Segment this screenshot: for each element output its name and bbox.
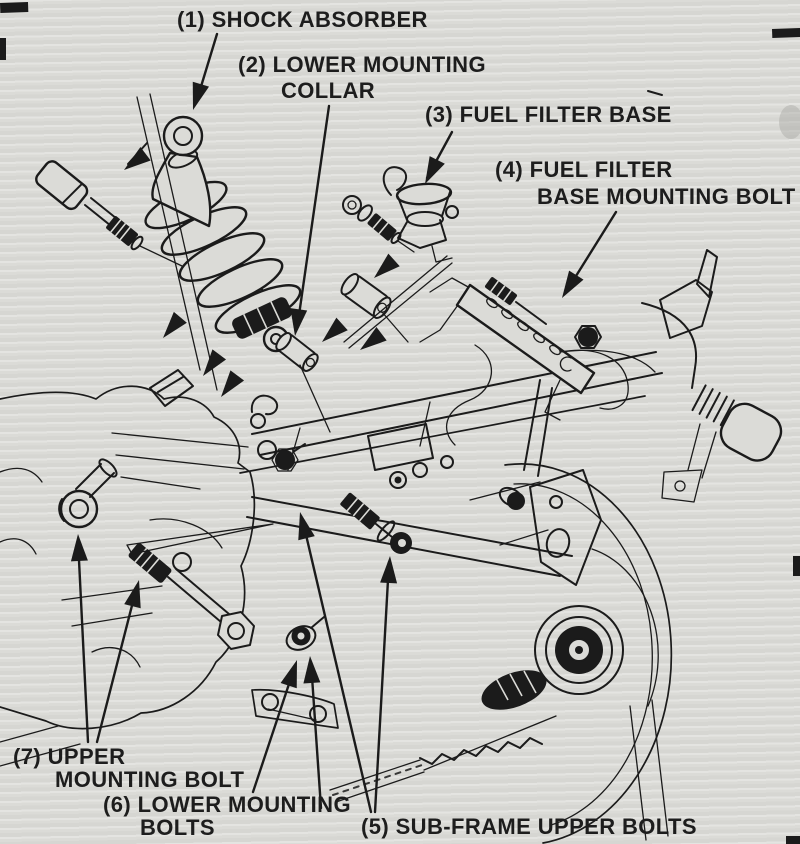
shock-absorber-drawing <box>140 117 306 351</box>
callout-5-label: (5) SUB-FRAME UPPER BOLTS <box>361 814 697 839</box>
filter-base-bolt-drawing <box>343 196 414 252</box>
callout-4-label-line2: BASE MOUNTING BOLT <box>537 184 796 209</box>
fuel-filter-base-drawing <box>384 167 458 262</box>
callout-1-label: (1) SHOCK ABSORBER <box>177 7 428 32</box>
callout-7-label-line1: (7) UPPER <box>13 744 126 769</box>
callout-2-label-line2: COLLAR <box>281 78 376 103</box>
callout-7-label-line2: MOUNTING BOLT <box>55 767 245 792</box>
upper-mounting-bolt-drawing <box>59 457 254 649</box>
photocopy-artifacts <box>0 2 800 844</box>
callout-6-label-line2: BOLTS <box>140 815 215 840</box>
callout-2-label-line1: (2) LOWER MOUNTING <box>238 52 486 77</box>
callout-6-label-line1: (6) LOWER MOUNTING <box>103 792 351 817</box>
lower-mounting-bolt-drawing <box>283 617 324 654</box>
sub-frame-upper-bolts-drawing <box>258 441 525 554</box>
lower-mounting-collar-drawing <box>274 331 321 374</box>
callout-4-label-line1: (4) FUEL FILTER <box>495 157 673 182</box>
footpeg-and-gusset-drawing <box>560 250 787 502</box>
callout-3-label: (3) FUEL FILTER BASE <box>425 102 672 127</box>
spacer-collar-drawing <box>338 271 408 342</box>
